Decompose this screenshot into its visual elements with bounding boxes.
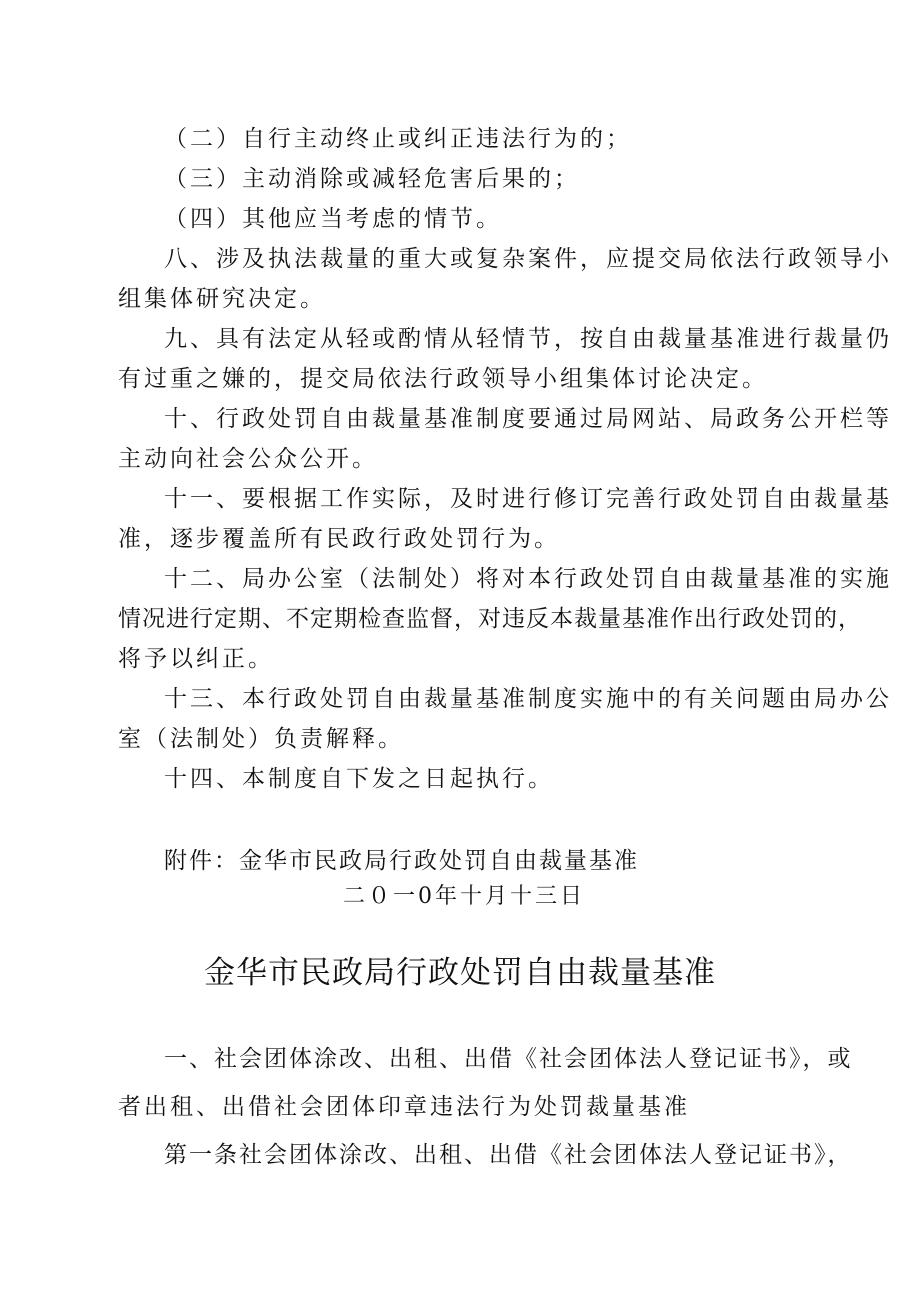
section-title: 金华市民政局行政处罚自由裁量基准 <box>204 955 716 991</box>
paragraph-line: 者出租、出借社会团体印章违法行为处罚裁量基准 <box>118 1094 690 1120</box>
paragraph-line: 将予以纠正。 <box>118 646 274 672</box>
paragraph-line: 十一、要根据工作实际，及时进行修订完善行政处罚自由裁量基 <box>164 486 892 512</box>
paragraph-line: （三）主动消除或减轻危害后果的； <box>164 166 580 192</box>
paragraph-line: 组集体研究决定。 <box>118 286 326 312</box>
paragraph-line: 十、行政处罚自由裁量基准制度要通过局网站、局政务公开栏等 <box>164 406 892 432</box>
paragraph-line: 第一条社会团体涂改、出租、出借《社会团体法人登记证书》， <box>164 1142 853 1168</box>
attachment-line: 附件：金华市民政局行政处罚自由裁量基准 <box>164 848 639 874</box>
paragraph-line: 情况进行定期、不定期检查监督，对违反本裁量基准作出行政处罚的， <box>118 606 862 632</box>
paragraph-line: 准，逐步覆盖所有民政行政处罚行为。 <box>118 526 560 552</box>
paragraph-line: 十四、本制度自下发之日起执行。 <box>164 766 554 792</box>
paragraph-line: 九、具有法定从轻或酌情从轻情节，按自由裁量基准进行裁量仍 <box>164 326 892 352</box>
paragraph-line: （二）自行主动终止或纠正违法行为的； <box>164 126 632 152</box>
paragraph-line: 八、涉及执法裁量的重大或复杂案件，应提交局依法行政领导小 <box>164 246 892 272</box>
paragraph-line: （四）其他应当考虑的情节。 <box>164 206 502 232</box>
paragraph-line: 一、社会团体涂改、出租、出借《社会团体法人登记证书》，或 <box>164 1046 853 1072</box>
paragraph-line: 主动向社会公众公开。 <box>118 446 378 472</box>
paragraph-line: 十二、局办公室（法制处）将对本行政处罚自由裁量基准的实施 <box>164 566 892 592</box>
document-date: 二０一0年十月十三日 <box>343 884 585 909</box>
paragraph-line: 有过重之嫌的，提交局依法行政领导小组集体讨论决定。 <box>118 366 768 392</box>
paragraph-line: 十三、本行政处罚自由裁量基准制度实施中的有关问题由局办公 <box>164 686 892 712</box>
paragraph-line: 室（法制处）负责解释。 <box>118 726 404 752</box>
